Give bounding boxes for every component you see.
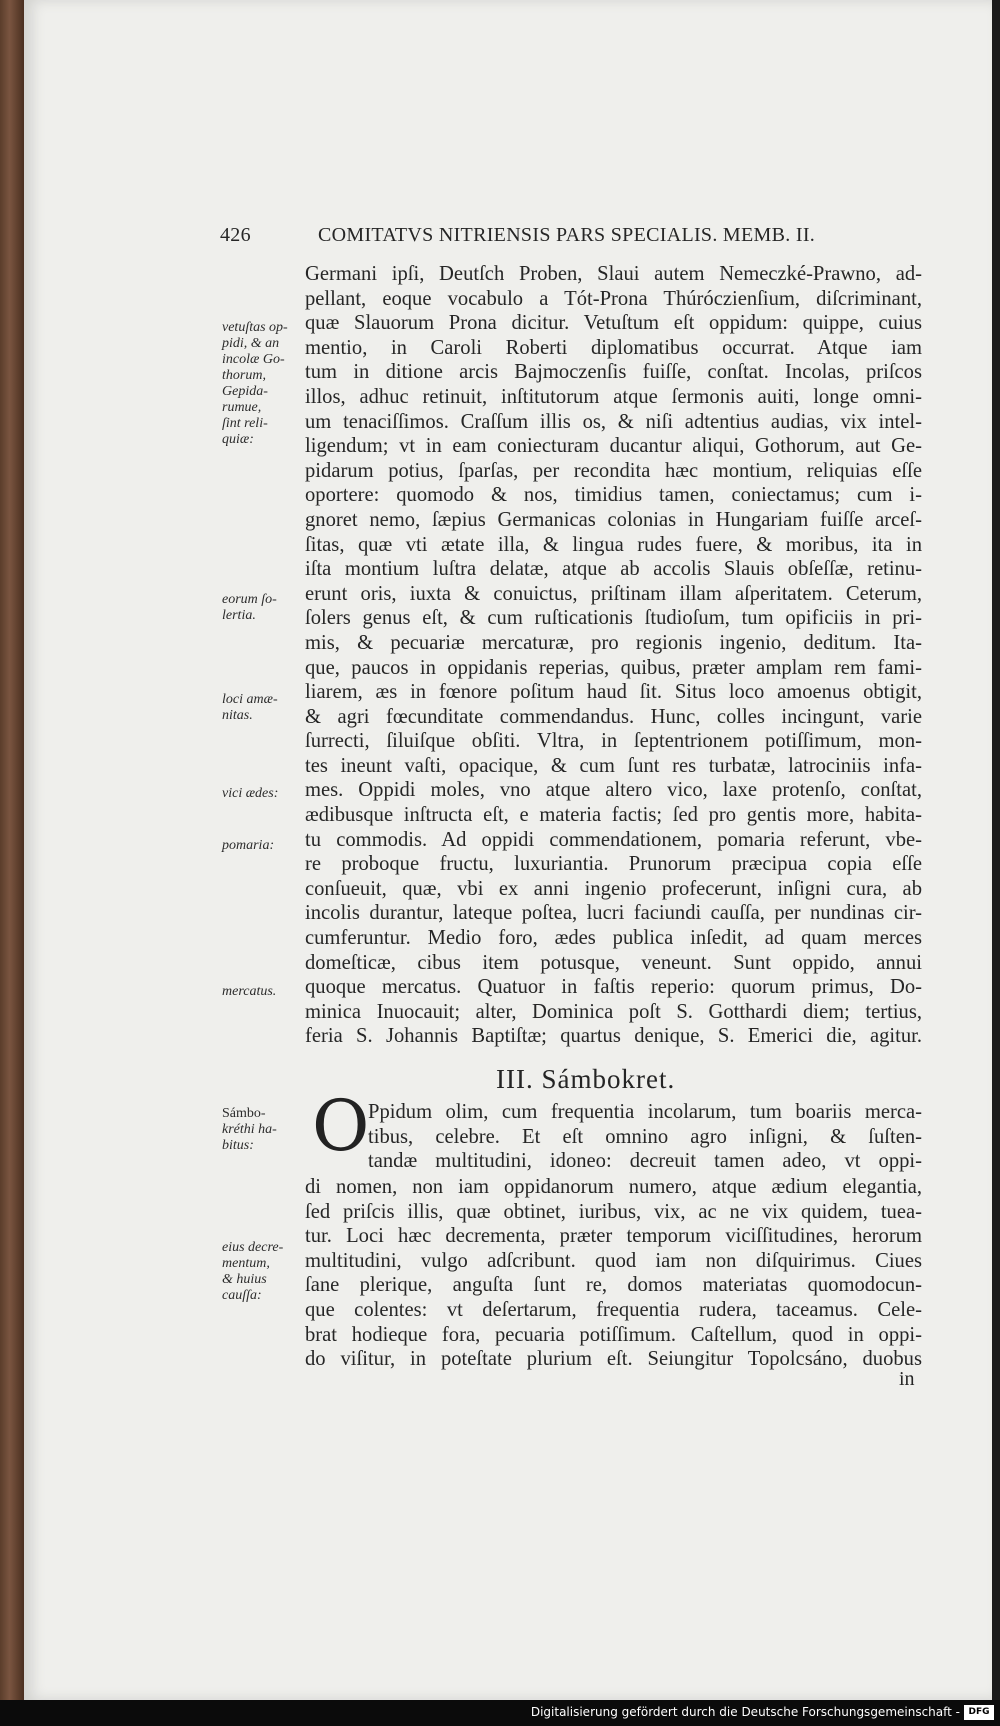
margin-note-line: eius decre- — [222, 1240, 284, 1255]
margin-note-solertia — [222, 592, 302, 624]
margin-note-line: Gepida- — [222, 384, 268, 399]
margin-note-line: kréthi ha- — [222, 1122, 277, 1137]
text-line: mentio, in Caroli Roberti diplomatibus occurrat. Atque iam — [305, 336, 922, 359]
text-line: ſane plerique, anguſta ſunt re, domos materiatas quomodocun- — [305, 1274, 922, 1297]
text-line: Ppidum olim, cum frequentia incolarum, tum boariis merca- — [368, 1101, 922, 1123]
margin-note-decrementum — [222, 1240, 302, 1304]
margin-note-sambokrethi — [222, 1106, 302, 1154]
text-line: domeſticæ, cibus item potusque, veneunt. Sunt oppido, annui — [305, 951, 922, 974]
margin-note-mercatus — [222, 984, 302, 1000]
margin-note-line: cauſſa: — [222, 1288, 262, 1303]
text-line: que colentes: vt deſertarum, frequentia rudera, taceamus. Cele- — [305, 1298, 922, 1321]
section-opening-text — [368, 1100, 922, 1174]
margin-note-pomaria — [222, 838, 302, 854]
main-text — [305, 262, 922, 1049]
text-line: erunt oris, iuxta & conuictus, priſtinam illam aſperitatem. Ceterum, — [305, 582, 922, 605]
drop-cap: O — [312, 1085, 370, 1167]
text-line: ligendum; vt in eam coniecturam ducantur aliqui, Gothorum, aut Ge- — [305, 435, 922, 458]
margin-note-line: rumue, — [222, 400, 262, 415]
margin-note-line: lertia. — [222, 608, 256, 623]
running-title: COMITATVS NITRIENSIS PARS SPECIALIS. MEMB. II. — [318, 224, 816, 246]
text-line: que, paucos in oppidanis reperias, quibus, præter amplam rem fami- — [305, 656, 922, 679]
text-line: tibus, celebre. Et eſt omnino agro inſigni, & ſuſten- — [368, 1125, 922, 1148]
text-line: ſolers genus eſt, & cum ruſticationis ſtudioſum, tum opificiis in pri- — [305, 607, 922, 630]
text-line: do viſitur, in poteſtate plurium eſt. Seiungitur Topolcsáno, duobus — [305, 1348, 922, 1371]
margin-note-line: & huius — [222, 1272, 267, 1287]
margin-note-line: incolæ Go- — [222, 352, 285, 367]
text-line: quoque mercatus. Quatuor in faſtis reperio: quorum primus, Do- — [305, 976, 922, 999]
margin-note-line: pidi, & an — [222, 336, 280, 351]
footer-bar — [0, 1700, 1000, 1726]
margin-note-line: vici ædes: — [222, 786, 279, 801]
text-line: di nomen, non iam oppidanorum numero, atque ædium elegantia, — [305, 1176, 922, 1198]
text-line: & agri fœcunditate commendandus. Hunc, colles incingunt, varie — [305, 705, 922, 728]
text-line: illos, adhuc retinuit, inſtitutorum atque ſermonis auiti, longe omni- — [305, 385, 922, 408]
text-line: ædibusque inſtructa eſt, e materia factis; ſed pro gentis more, habita- — [305, 804, 922, 827]
margin-note-line: bitus: — [222, 1138, 254, 1153]
section-title: III. Sámbokret. — [496, 1064, 676, 1094]
margin-note-line: quiæ: — [222, 432, 254, 447]
text-line: gnoret nemo, ſæpius Germanicas colonias in Hungariam fuiſſe arceſ- — [305, 508, 922, 531]
text-line: pidarum potius, ſparſas, per recondita hæc montium, reliquias eſſe — [305, 459, 922, 482]
margin-note-line: Sámbo- — [222, 1106, 266, 1121]
page-edge — [992, 0, 1000, 1726]
margin-note-line: ſint reli- — [222, 416, 268, 431]
margin-note-line: nitas. — [222, 708, 253, 723]
text-line: ſurrecti, ſiluiſque obſiti. Vltra, in ſeptentrionem potiſſimum, mon- — [305, 730, 922, 753]
text-line: mes. Oppidi moles, vno atque altero vico, laxe protenſo, conſtat, — [305, 779, 922, 802]
margin-note-amaenitas — [222, 692, 302, 724]
text-line: tur. Loci hæc decrementa, præter temporum viciſſitudines, herorum — [305, 1225, 922, 1248]
margin-note-line: thorum, — [222, 368, 266, 383]
text-line: minica Inuocauit; alter, Dominica poſt S. Gotthardi diem; tertius, — [305, 1000, 922, 1023]
text-line: ſed priſcis illis, quæ obtinet, iuribus, vix, ac ne vix quidem, tuea- — [305, 1200, 922, 1223]
margin-note-line: vetuſtas op- — [222, 320, 288, 335]
text-line: pellant, eoque vocabulo a Tót-Prona Thúróczienſium, diſcriminant, — [305, 287, 922, 310]
margin-note-line: eorum ſo- — [222, 592, 277, 607]
catchword: in — [899, 1368, 915, 1390]
text-line: iſta montium luſtra delatæ, atque ab accolis Slauis obſeſſæ, retinu- — [305, 558, 922, 581]
text-line: cumferuntur. Medio foro, ædes publica inſedit, ad quam merces — [305, 927, 922, 950]
text-line: liarem, æs in fœnore poſitum haud ſit. Situs loco amoenus obtigit, — [305, 681, 922, 704]
dfg-logo: DFG — [964, 1705, 994, 1720]
text-line: tandæ multitudini, idoneo: decreuit tamen adeo, vt oppi- — [368, 1150, 922, 1173]
funding-notice: Digitalisierung gefördert durch die Deutsche Forschungsgemeinschaft - — [530, 1705, 960, 1719]
text-line: brat hodieque fora, pecuaria potiſſimum. Caſtellum, quod in oppi- — [305, 1323, 922, 1346]
page-number: 426 — [220, 224, 251, 246]
margin-note-vetustas — [222, 320, 302, 448]
text-line: mis, & pecuariæ mercaturæ, pro regionis ingenio, deditum. Ita- — [305, 631, 922, 654]
text-line: tum in ditione arcis Bajmoczenſis fuiſſe, conſtat. Incolas, priſcos — [305, 361, 922, 384]
text-line: um tenaciſſimos. Craſſum illis os, & niſi adtentius audias, vix intel- — [305, 410, 922, 433]
text-line: feria S. Johannis Baptiſtæ; quartus denique, S. Emerici die, agitur. — [305, 1025, 922, 1048]
text-line: tu commodis. Ad oppidi commendationem, pomaria referunt, vbe- — [305, 828, 922, 851]
margin-note-line: mentum, — [222, 1256, 270, 1271]
text-line: Germani ipſi, Deutſch Proben, Slaui autem Nemeczké-Prawno, ad- — [305, 263, 922, 285]
section-body-text — [305, 1175, 922, 1372]
text-line: oportere: quomodo & nos, timidius tamen, coniectamus; cum i- — [305, 484, 922, 507]
margin-note-vici-aedes — [222, 786, 302, 802]
book-spine — [0, 0, 24, 1726]
margin-note-line: mercatus. — [222, 984, 277, 999]
text-line: tes ineunt vaſti, opacique, & cum ſunt res turbatæ, latrociniis infa- — [305, 754, 922, 777]
text-line: conſueuit, quæ, vbi ex anni ingenio profecerunt, inſigni cura, ab — [305, 877, 922, 900]
text-line: multitudini, vulgo adſcribunt. quod iam non diſquirimus. Ciues — [305, 1249, 922, 1272]
text-line: quæ Slauorum Prona dicitur. Vetuſtum eſt oppidum: quippe, cuius — [305, 312, 922, 335]
text-line: re proboque fructu, luxuriantia. Prunorum præcipua copia eſſe — [305, 853, 922, 876]
margin-note-line: pomaria: — [222, 838, 275, 853]
text-line: incolis durantur, lateque poſtea, lucri faciundi cauſſa, per nundinas cir- — [305, 902, 922, 925]
text-line: ſitas, quæ vti ætate illa, & lingua rudes fuere, & moribus, ita in — [305, 533, 922, 556]
margin-note-line: loci amæ- — [222, 692, 278, 707]
